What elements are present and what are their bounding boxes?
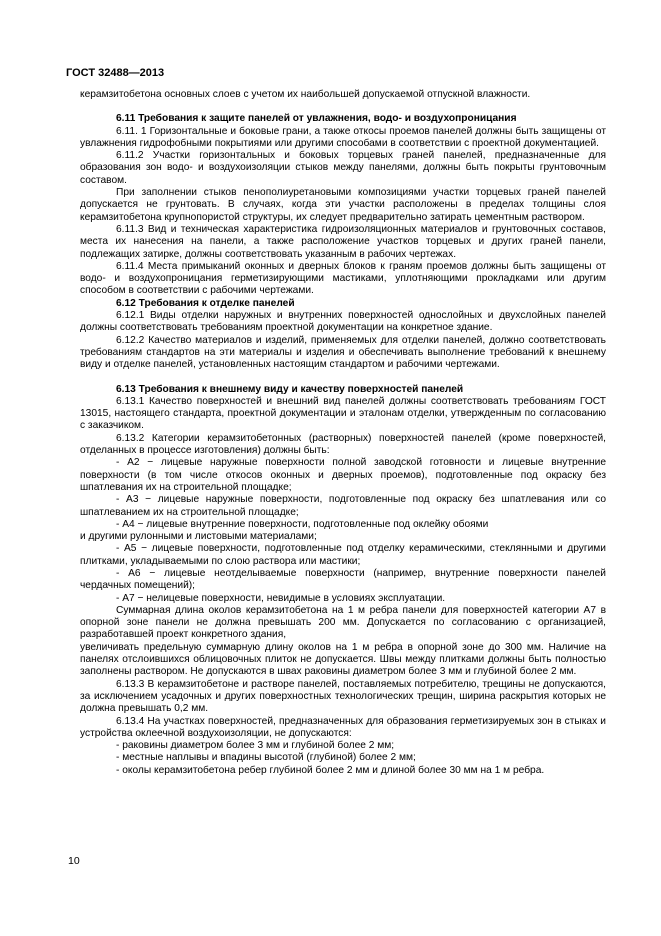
paragraph: 6.11.2 Участки горизонтальных и боковых торцевых граней панелей, предназначенные для образования зон водо- и воздухоизоляции стыков между панелями, должны быть покрыты грунтовочным составом.: [80, 150, 606, 186]
list-item: - А3 − лицевые наружные поверхности, подготовленные под окраску без шпатлевания или со шпатлеванием их на строительной площадке;: [80, 494, 606, 518]
page-number: 10: [68, 855, 80, 867]
paragraph: 6.12.1 Виды отделки наружных и внутренних поверхностей однослойных и двухслойных панелей должны соответствовать требованиям проектной документации на конкретное здание.: [80, 310, 606, 334]
paragraph: 6.13.2 Категории керамзитобетонных (растворных) поверхностей панелей (кроме поверхностей, отделанных в процессе изготовления) должны быть:: [80, 432, 606, 457]
list-item: - местные наплывы и впадины высотой (глубиной) более 2 мм;: [116, 752, 416, 764]
paragraph: При заполнении стыков пенополиуретановыми композициями участки торцевых граней панелей допускается не грунтовать. В случаях, когда эти участки расположены в пределах толщины слоя керамзитобетона крупнопористой структуры, их следует предварительно затирать цементным раствором.: [80, 187, 606, 223]
paragraph: 6.11. 1 Горизонтальные и боковые грани, а также откосы проемов панелей должны быть защищены от увлажнения гидрофобными покрытиями или другими способами в соответствии с проектной документацией.: [80, 125, 606, 149]
list-item: - А2 − лицевые наружные поверхности полной заводской готовности и лицевые внутренние поверхности (в том числе откосов оконных и дверных проемов), подготовленные под окраску без шпатлевания их на строительной площадке;: [80, 457, 606, 493]
document-body: [80, 89, 606, 777]
paragraph: 6.11.3 Вид и техническая характеристика гидроизоляционных материалов и грунтовочных составов, места их нанесения на панели, а также расположение участков торцевых и других граней панели, подлежащих затирке, должны соответствовать указанным в рабочих чертежах.: [80, 223, 606, 260]
paragraph: 6.13.3 В керамзитобетоне и растворе панелей, поставляемых потребителю, трещины не допускаются, за исключением усадочных и других поверхностных технологических трещин, ширина раскрытия которых не должна превышать 0,2 мм.: [80, 678, 606, 715]
list-item: - раковины диаметром более 3 мм и глубиной более 2 мм;: [116, 740, 395, 752]
paragraph: Суммарная длина околов керамзитобетона на 1 м ребра панели для поверхностей категории А7 в опорной зоне панели не должна превышать 200 мм. Допускается по согласованию с организацией, разработавшей проект конкретного здания,: [80, 604, 606, 641]
list-item: - А6 − лицевые неотделываемые поверхности (например, внутренние поверхности панелей чердачных помещений);: [80, 567, 606, 592]
section-heading-6-11: 6.11 Требования к защите панелей от увлажнения, водо- и воздухопроницания: [116, 113, 517, 125]
list-item-continuation: и другими рулонными и листовыми материалами;: [80, 531, 317, 543]
list-item: - А5 − лицевые поверхности, подготовленные под отделку керамическими, стеклянными и другими плитками, укладываемыми по слою раствора или мастики;: [80, 543, 606, 567]
list-item: - А4 − лицевые внутренние поверхности, подготовленные под оклейку обоями: [116, 518, 489, 530]
paragraph: 6.13.1 Качество поверхностей и внешний вид панелей должны соответствовать требованиям ГОСТ 13015, настоящего стандарта, проектной документации и эталонам отделки, утвержденным по согласованию с заказчиком.: [80, 395, 606, 432]
paragraph-continuation: увеличивать предельную суммарную длину околов на 1 м ребра в опорной зоне до 300 мм. Наличие на панелях отслоившихся облицовочных плиток не допускается. Швы между плитками должны быть полностью заполнены раствором. Не допускаются в швах раковины диаметром более 3 мм и глубиной более 2 мм.: [80, 641, 606, 678]
list-item: - А7 − нелицевые поверхности, невидимые в условиях эксплуатации.: [116, 592, 446, 604]
list-item: - околы керамзитобетона ребер глубиной более 2 мм и длиной более 30 мм на 1 м ребра.: [116, 764, 545, 776]
paragraph: 6.12.2 Качество материалов и изделий, применяемых для отделки панелей, должно соответствовать требованиям стандартов на эти материалы и изделия и обеспечивать выполнение требований к внешнему виду и отделке панелей, установленных настоящим стандартом и рабочими чертежами.: [80, 334, 606, 371]
paragraph: 6.11.4 Места примыканий оконных и дверных блоков к граням проемов должны быть защищены от водо- и воздухопроницания герметизирующими мастиками, уплотняющими прокладками или другим способом в соответствии с рабочими чертежами.: [80, 260, 606, 297]
paragraph: 6.13.4 На участках поверхностей, предназначенных для образования герметизируемых зон в стыках и устройства оклеечной воздухоизоляции, не допускаются:: [80, 715, 606, 739]
section-heading-6-13: 6.13 Требования к внешнему виду и качеству поверхностей панелей: [116, 383, 464, 395]
section-heading-6-12: 6.12 Требования к отделке панелей: [116, 297, 295, 309]
paragraph: керамзитобетона основных слоев с учетом их наибольшей допускаемой отпускной влажности.: [80, 89, 531, 100]
standard-header: ГОСТ 32488—2013: [66, 67, 165, 79]
